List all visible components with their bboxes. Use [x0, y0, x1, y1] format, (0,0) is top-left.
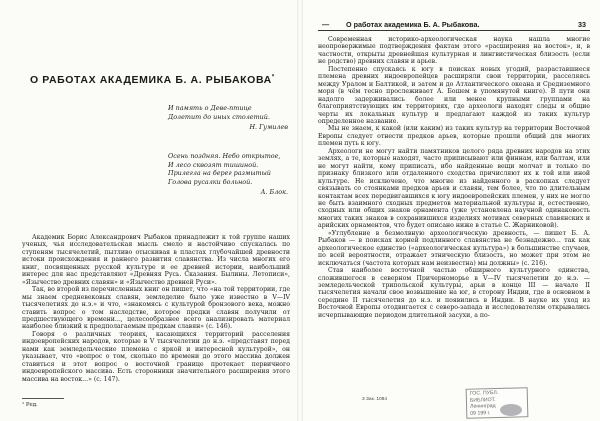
page-number: 33: [578, 20, 586, 29]
body-paragraph: Став наиболее восточной частью обширного культурного единства, сложившегося в северном Причерноморье в V—IV тысячелетии до н.э. — земледельческой трипольской культуры, арьи в конце III — начале II тысячелетия начали свое возвышение на юг, в сторону Индии, где в основном в середине II тысячелетия до н.э. и появились в Индии. В науке их уход из Восточной Европы отодвигается с северо-запада и исследователям открывались исчерпывающие периодом длительной засухи, а по-: [318, 267, 590, 319]
body-paragraph: Мы не знаем, к какой (или каким) из таких культур на территории Восточной Европы следует отнести предков арьев, которые прошли общий для многих племен путь к югу.: [318, 125, 590, 148]
epigraph-author: Н. Гумилев: [249, 123, 288, 132]
body-paragraph: Современная историко-археологическая наука нашла многие неопровержимые подтверждения фактам этого «расширения на восток», и, в частности, открыты древнейшая культурная и лингвистическая близость (если не родство) древних славян и арьев.: [318, 36, 590, 66]
epigraph-gumilev: [168, 104, 294, 132]
epigraph-line: Голова русалки больной.: [168, 177, 253, 186]
footnote: ¹ Ред.: [22, 402, 38, 408]
print-mark: 3 Зак. 1084: [362, 397, 388, 402]
running-header: [318, 20, 590, 30]
title-footnote-marker: *: [271, 74, 275, 81]
header-rule: [318, 30, 590, 31]
stamp-line: Ленинград: [470, 403, 496, 410]
epigraph-author: А. Блок.: [260, 188, 288, 197]
body-paragraph: Говоря о различных теориях, касающихся территорий расселения индоевропейских народов, которые в V тысячелетии до н.э. «представят перед нами как земледельческие племена с яркой и интересной культурой», он указывает, что «вопрос о том, сколько по времени до этого массива должен ставиться и этот вопрос о восточной границе протекает первичного индоевропейского массива. Есть сторонники значительного расширения этого массива на восток...» (с. 147).: [22, 330, 290, 383]
body-paragraph: «Углубление в безмолвную археологическую древность, — пишет Б. А. Рыбаков — в поисках корней подлинного славянства не безнадежно... так как археологическое единство («археологическая культура») в большинстве случаев, по всей вероятности, отражает этническую близость, но может при этом не исключаться (частота которых нам неизвестна) мы должны» (с. 216).: [318, 229, 590, 267]
ink-smudge: [500, 404, 522, 416]
book-gutter: [297, 0, 303, 421]
epigraph-line: И память о Деве-птице: [168, 104, 252, 112]
body-paragraph: Постепенно спускаясь к югу в поисках новых угодий, разраставшиеся племена древних индоевропейцев расширяли свои территории, расселяясь между Уралом и Балтикой, и затем и до Атлантического океана и Средиземного моря (в чём тесно прослеживает А. Бошем в упомянутой книге). В пути они надолго задерживались более или менее крупными группами на благоприятствующих им территориях, где археологи находят следы и общие черты их локальных культур и предлагают каждой из таких культур определенное название.: [318, 65, 590, 125]
footnote-rule: [22, 398, 64, 399]
left-body-text: [22, 234, 290, 383]
epigraph-line: Долетит до иных столетий.: [168, 112, 270, 121]
header-dash: —: [322, 20, 330, 29]
stamp-line: 09 199 г.: [470, 409, 491, 417]
epigraph-line: Прилегла на берег размытый: [168, 169, 271, 178]
body-paragraph: Так, во второй из перечисленных книг он пишет, что «на той территории, где мы знаем средневековых славян, земледелие было уже известно в V—IV тысячелетиях до н.э.» и что, «знакомясь с культурой бронзового века, можно ставить вопрос о том наследстве, которое предки славян получили от предшествующего времени..., целесообразнее всего анализировать материал наиболее близкий к предполагаемым предкам славян» (с. 146).: [22, 286, 290, 331]
epigraph-line: Осень поздняя. Небо открытое,: [168, 152, 281, 160]
epigraph-line: И лесо сквозят тишиной.: [168, 160, 259, 169]
stamp-line: ГОС. ПУБЛ.: [469, 389, 499, 397]
header-title: О работах академика Б. А. Рыбакова.: [346, 20, 480, 29]
right-body-text: [318, 36, 590, 319]
body-paragraph: Академик Борис Александрович Рыбаков принадлежит к той группе наших ученых, чья исследовательская мысль смело и настойчиво спускалась по ступеням тысячелетий, пытливо отыскивая в пластах глубочайшей древности истоки происхождения и раннего развития славянства. Из числа многих его книг, посвященных русской культуре и ее древней истории, наибольший интерес для нас представляют «Древняя Русь. Сказания. Былины. Летописи», «Язычество древних славян» и «Язычество древней Руси».: [22, 234, 290, 286]
body-paragraph: Археологи не могут найти памятников целого ряда древних народов на этих землях, а те, которые находят, часто приписывают или финнам, или балтам, или не могут найти, кому приписать, ибо найденные вещи молчат и только по признаку близкого или отдаленного сходства причисляют их к той или иной культуре. Не исключено, что многие из найденного в раскопках следует связывать со стоянками предков арьев и славян, тем более, что по длительным контактам всех передвигавшихся к югу индоевропейских племен, у них не могло не быть взаимного сходных предметов материальной культуры и, естественно, сходных или общих знаков орнамента (уже установлена научной одинаковость многих таких знаков в сохранившихся изделиях мотивах северных славянских и арийских орнаментов, что будет описано ниже в статье С. Жарниковой).: [318, 147, 590, 230]
stamp-line: БИБЛИОТ.: [469, 396, 496, 404]
article-title: [30, 74, 290, 86]
epigraph-blok: [168, 152, 294, 197]
article-title-text: О РАБОТАХ АКАДЕМИКА Б. А. РЫБАКОВА: [30, 74, 272, 86]
